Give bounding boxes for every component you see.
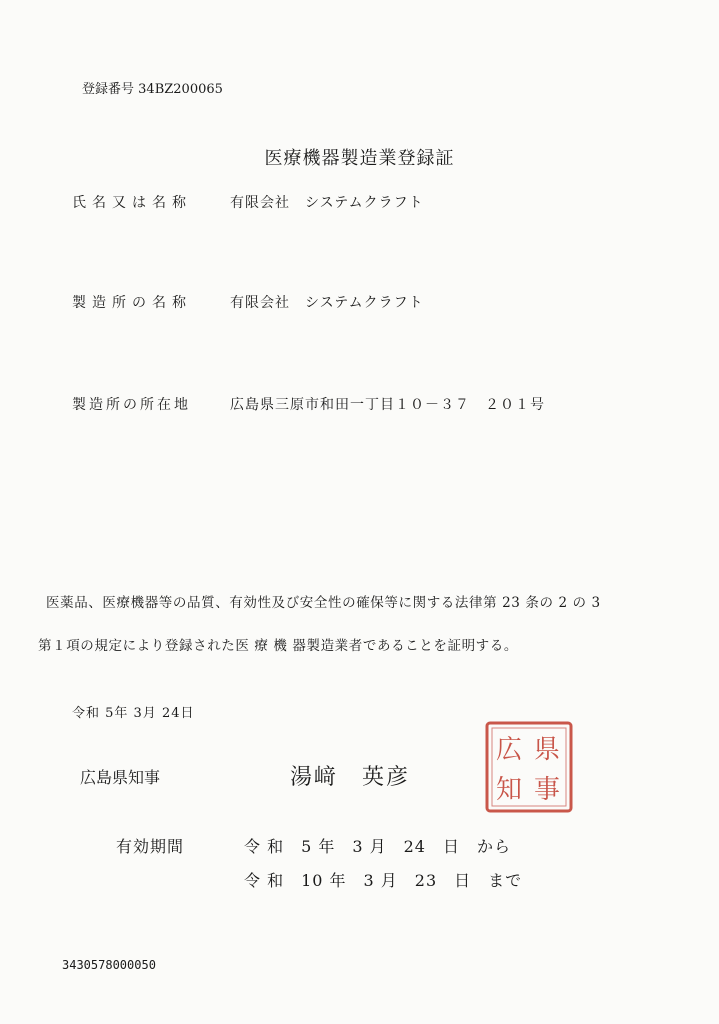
statement-line-2: 第１項の規定により登録された医 療 機 器製造業者であることを証明する。: [38, 638, 518, 654]
registration-number: [82, 78, 223, 97]
validity-label: 有効期間: [116, 837, 185, 856]
registration-value: 34BZ200065: [138, 82, 223, 97]
svg-text:県: 県: [534, 735, 561, 765]
issue-date: 令和 5年 3月 24日: [72, 706, 195, 721]
field-label-name: 氏名又は名称: [72, 195, 192, 211]
svg-text:広: 広: [496, 735, 523, 765]
serial-number: 3430578000050: [62, 958, 156, 972]
issuer-title: 広島県知事: [80, 768, 161, 787]
validity-to: 令 和 10 年 3 月 23 日 まで: [244, 871, 523, 890]
field-value-facility-name: 有限会社 システムクラフト: [230, 295, 424, 311]
field-label-address: 製造所の所在地: [72, 397, 191, 413]
svg-text:事: 事: [534, 775, 561, 805]
registration-label: 登録番号: [82, 82, 135, 97]
document-title: 医療機器製造業登録証: [264, 148, 455, 169]
field-label-facility-name: 製造所の名称: [72, 295, 192, 311]
official-seal: [484, 720, 574, 814]
statement-line-1: 医薬品、医療機器等の品質、有効性及び安全性の確保等に関する法律第 23 条の 2 の 3: [46, 595, 601, 611]
validity-from: 令 和 5 年 3 月 24 日 から: [244, 837, 511, 856]
issuer-name: 湯﨑 英彦: [290, 765, 411, 790]
field-value-name: 有限会社 システムクラフト: [230, 195, 424, 211]
svg-text:知: 知: [496, 775, 523, 805]
field-value-address: 広島県三原市和田一丁目１０－３７ ２０１号: [230, 397, 545, 413]
